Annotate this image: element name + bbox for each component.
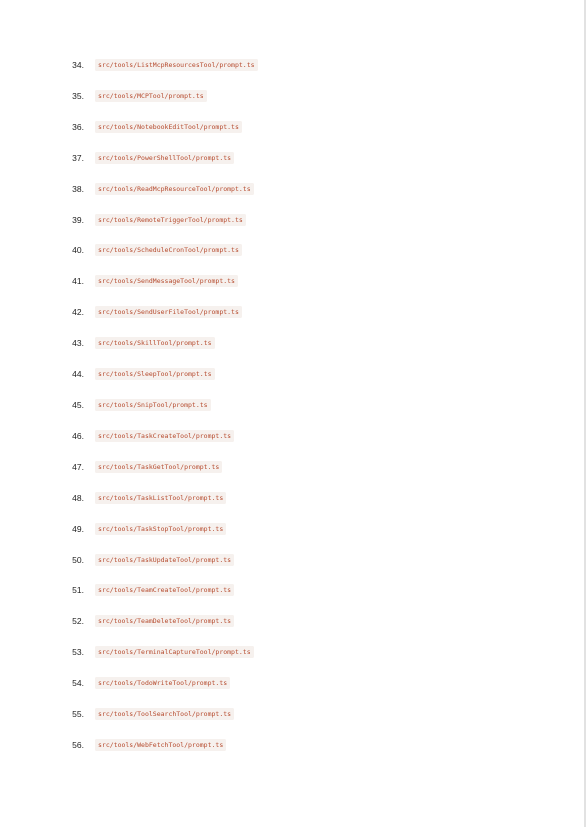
file-path: src/tools/TeamCreateTool/prompt.ts [95,584,234,596]
list-item [0,708,580,739]
file-path: src/tools/TaskStopTool/prompt.ts [95,523,226,535]
item-number: 37. [72,152,84,163]
item-number: 44. [72,369,84,380]
file-path: src/tools/TaskListTool/prompt.ts [95,492,226,504]
file-path: src/tools/RemoteTriggerTool/prompt.ts [95,214,246,226]
list-item [0,59,580,90]
file-path: src/tools/SendUserFileTool/prompt.ts [95,306,242,318]
item-number: 34. [72,60,84,70]
item-number: 45. [72,399,84,410]
item-number: 46. [72,430,84,441]
list-item [0,677,580,708]
file-path: src/tools/ScheduleCronTool/prompt.ts [95,244,242,256]
file-path: src/tools/SendMessageTool/prompt.ts [95,275,238,287]
file-path: src/tools/ReadMcpResourceTool/prompt.ts [95,183,254,195]
list-item [0,399,580,430]
item-number: 38. [72,183,84,194]
list-item [0,646,580,677]
file-path: src/tools/TerminalCaptureTool/prompt.ts [95,646,254,658]
list-item [0,554,580,585]
list-item [0,337,580,368]
file-path: src/tools/NotebookEditTool/prompt.ts [95,121,242,133]
list-item [0,430,580,461]
list-item [0,183,580,214]
file-path: src/tools/MCPTool/prompt.ts [95,90,207,102]
list-item [0,461,580,492]
file-path: src/tools/TodoWriteTool/prompt.ts [95,677,230,689]
list-item [0,584,580,615]
list-item [0,121,580,152]
list-item [0,275,580,306]
list-item [0,152,580,183]
file-path: src/tools/ListMcpResourcesTool/prompt.ts [95,59,258,71]
item-number: 48. [72,492,84,503]
file-path: src/tools/WebFetchTool/prompt.ts [95,739,226,751]
file-path: src/tools/SleepTool/prompt.ts [95,368,215,380]
item-number: 53. [72,647,84,658]
list-item [0,306,580,337]
item-number: 47. [72,461,84,472]
list-item [0,523,580,554]
file-path: src/tools/SkillTool/prompt.ts [95,337,215,349]
file-path: src/tools/TaskCreateTool/prompt.ts [95,430,234,442]
list-item [0,492,580,523]
item-number: 39. [72,214,84,225]
list-item [0,244,580,275]
list-item [0,739,580,770]
file-path: src/tools/PowerShellTool/prompt.ts [95,152,234,164]
item-number: 43. [72,338,84,349]
item-number: 49. [72,523,84,534]
item-number: 36. [72,121,84,132]
list-item [0,615,580,646]
item-number: 51. [72,585,84,596]
file-path: src/tools/TaskGetTool/prompt.ts [95,461,222,473]
list-item [0,214,580,245]
item-number: 55. [72,709,84,720]
file-path: src/tools/TeamDeleteTool/prompt.ts [95,615,234,627]
item-number: 41. [72,276,84,287]
item-number: 50. [72,554,84,565]
list-item [0,368,580,399]
item-number: 40. [72,245,84,256]
item-number: 52. [72,616,84,627]
file-path: src/tools/SnipTool/prompt.ts [95,399,211,411]
file-path: src/tools/ToolSearchTool/prompt.ts [95,708,234,720]
item-number: 42. [72,307,84,318]
item-number: 56. [72,739,84,750]
item-number: 35. [72,90,84,101]
item-number: 54. [72,678,84,689]
list-item [0,90,580,121]
file-path-list [0,59,580,770]
file-path: src/tools/TaskUpdateTool/prompt.ts [95,554,234,566]
